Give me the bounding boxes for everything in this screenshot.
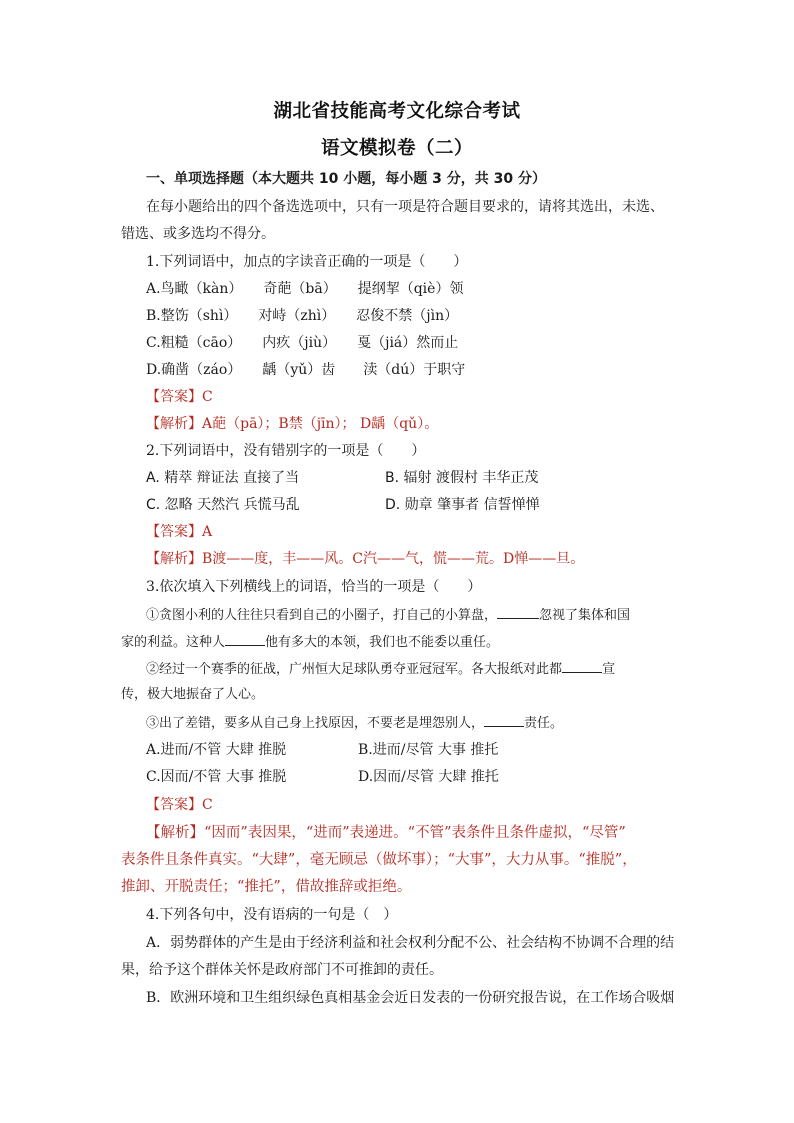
q3-stem: 3.依次填入下列横线上的词语，恰当的一项是（ ） <box>146 579 482 595</box>
q3-blank-4[interactable] <box>484 713 524 727</box>
q4-option-b-line1: B．欧洲环境和卫生组织绿色真相基金会近日发表的一份研究报告说，在工作场合吸烟 <box>146 990 675 1006</box>
q2-option-a: A. 精萃 辩证法 直接了当 <box>146 470 300 486</box>
q3-sentence2-line1 <box>146 659 615 679</box>
q3-s1-part3: 家的利益。这种人 <box>121 635 226 650</box>
section-intro-line1: 在每小题给出的四个备选选项中，只有一项是符合题目要求的，请将其选出，未选、 <box>146 199 664 215</box>
q2-option-d: D. 勋章 肇事者 信誓惮惮 <box>385 497 540 513</box>
q3-answer-value: C <box>202 797 213 813</box>
q3-blank-2[interactable] <box>225 632 265 646</box>
q2-option-c: C. 忽略 天然汽 兵慌马乱 <box>146 497 300 513</box>
q3-sentence1-line1 <box>146 605 630 625</box>
q4-option-a-line1: A．弱势群体的产生是由于经济利益和社会权利分配不公、社会结构不协调不合理的结 <box>146 935 675 951</box>
q3-s2-part1: ②经过一个赛季的征战，广州恒大足球队勇夺亚冠冠军。各大报纸对此都 <box>146 662 563 677</box>
q3-analysis-text1: “因而”表因果，“进而”表递进。“不管”表条件且条件虚拟，“尽管” <box>204 825 626 841</box>
q2-analysis-text: B渡——度，丰——风。C汽——气，慌——荒。D惮——旦。 <box>202 551 585 567</box>
q3-analysis-line1 <box>146 824 626 842</box>
answer-label: 【答案】 <box>146 524 202 540</box>
q3-analysis-line2: 表条件且条件真实。“大肆”，毫无顾忌（做坏事）；“大事”，大力从事。“推脱”， <box>121 852 637 868</box>
q1-option-d: D.确凿（záo） 龋（yǔ）齿 渎（dú）于职守 <box>146 362 466 378</box>
q3-sentence2-line2: 传，极大地振奋了人心。 <box>121 687 265 702</box>
q3-s3-part2: 责任。 <box>524 716 564 731</box>
q4-option-a-line2: 果，给予这个群体关怀是政府部门不可推卸的责任。 <box>121 962 443 978</box>
q4-stem: 4.下列各句中，没有语病的一句是（ ） <box>146 907 398 923</box>
q1-stem: 1.下列词语中，加点的字读音正确的一项是（ ） <box>146 254 468 270</box>
section-intro-line2: 错选、或多选均不得分。 <box>121 226 275 242</box>
q3-s1-part2: 忽视了集体和国 <box>539 608 631 623</box>
exam-subtitle: 语文模拟卷（二） <box>320 138 473 159</box>
section-heading: 一、单项选择题（本大题共 10 小题，每小题 3 分，共 30 分） <box>146 171 546 187</box>
analysis-label: 【解析】 <box>146 551 202 567</box>
q3-s3-part1: ③出了差错，要多从自己身上找原因，不要老是埋怨别人， <box>146 716 485 731</box>
q3-blank-1[interactable] <box>497 605 539 619</box>
q3-s2-part2: 宣 <box>602 662 616 677</box>
q3-analysis-line3: 推卸、开脱责任；“推托”，借故推辞或拒绝。 <box>121 879 412 895</box>
q3-option-c: C.因而/不管 大事 推脱 <box>146 769 287 785</box>
q3-blank-3[interactable] <box>562 659 602 673</box>
q2-answer-value: A <box>202 524 213 540</box>
q1-option-a: A.鸟瞰（kàn） 奇葩（bā） 提纲挈（qiè）领 <box>146 281 464 297</box>
q2-answer <box>146 523 212 541</box>
q3-s1-part4: 他有多大的本领，我们也不能委以重任。 <box>265 635 500 650</box>
q1-analysis-text: A葩（pā）；B禁（jīn）； D龋（qǔ）。 <box>202 416 439 432</box>
q3-answer <box>146 796 213 814</box>
answer-label: 【答案】 <box>146 797 202 813</box>
q3-option-a: A.进而/不管 大肆 推脱 <box>146 742 287 758</box>
q1-answer-value: C <box>202 389 213 405</box>
analysis-label: 【解析】 <box>146 416 202 432</box>
q3-sentence1-line2 <box>121 632 499 652</box>
q1-option-b: B.整饬（shì） 对峙（zhì） 忍俊不禁（jìn） <box>146 308 459 324</box>
q2-stem: 2.下列词语中，没有错别字的一项是（ ） <box>146 443 426 459</box>
q3-option-b: B.进而/尽管 大事 推托 <box>358 742 499 758</box>
q1-analysis <box>146 415 438 433</box>
q1-answer <box>146 388 213 406</box>
q3-option-d: D.因而/尽管 大肆 推托 <box>358 769 499 785</box>
q3-sentence3 <box>146 713 563 733</box>
analysis-label: 【解析】 <box>146 825 204 841</box>
answer-label: 【答案】 <box>146 389 202 405</box>
q2-option-b: B. 辐射 渡假村 丰华正茂 <box>385 470 539 486</box>
q2-analysis <box>146 550 584 568</box>
q1-option-c: C.粗糙（cāo） 内疚（jiù） 戛（jiá）然而止 <box>146 335 459 351</box>
exam-title: 湖北省技能高考文化综合考试 <box>273 101 521 122</box>
q3-s1-part1: ①贪图小利的人往往只看到自己的小圈子，打自己的小算盘， <box>146 608 498 623</box>
